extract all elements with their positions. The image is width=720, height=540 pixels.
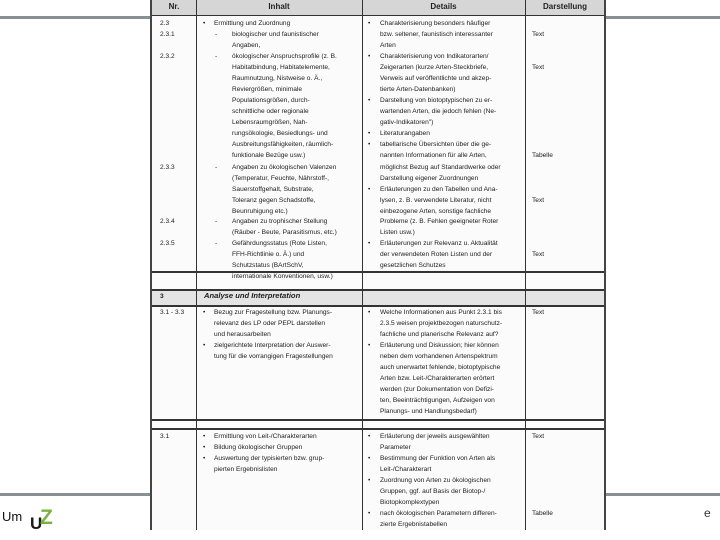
details-line: zierte Ergebnistabellen [380, 521, 448, 528]
inhalt-line: biologischer und faunistischer [232, 31, 319, 38]
bullet: • [368, 477, 371, 484]
details-line: Bestimmung der Funktion von Arten als [380, 455, 496, 462]
bullet: • [368, 130, 371, 137]
inhalt-line: Habitatbindung, Habitatelemente, [232, 64, 330, 71]
details-line: fachliche und planerische Relevanz auf? [380, 331, 499, 338]
bullet: • [368, 510, 371, 517]
slide-bottom-rule-left [0, 493, 150, 496]
details-line: nach ökologischen Parametern differen- [380, 510, 497, 517]
details-line: gativ-Indikatoren") [380, 119, 434, 126]
details-line: bzw. seltener, faunistisch interessanter [380, 31, 493, 38]
bullet: • [368, 309, 371, 316]
scanned-table-page [150, 0, 606, 530]
row-number: 2.3.1 [160, 31, 175, 38]
details-line: Gruppen, ggf. auf Basis der Biotop-/ [380, 488, 486, 495]
inhalt-line: Angaben, [232, 42, 261, 49]
inhalt-line: Beunruhigung etc.) [232, 208, 288, 215]
row-separator [152, 419, 604, 421]
bullet: • [203, 309, 206, 316]
inhalt-line: zielgerichtete Interpretation der Auswer- [214, 342, 331, 349]
slide-top-rule-right [606, 16, 720, 19]
details-line: Leit-/Charakterart [380, 466, 432, 473]
bullet: • [368, 433, 371, 440]
darstellung-cell: Text [532, 64, 545, 71]
details-line: nannten Informationen für alle Arten, [380, 152, 487, 159]
slide-bottom-rule-right [606, 493, 720, 496]
details-line: Erläuterungen zur Relevanz u. Aktualität [380, 240, 498, 247]
inhalt-line: internationale Konventionen, usw.) [232, 273, 333, 280]
logo-u: U [30, 514, 43, 533]
bullet: • [368, 141, 371, 148]
inhalt-line: Ermittlung von Leit-/Charakterarten [214, 433, 317, 440]
row-separator [152, 271, 604, 273]
darstellung-cell: Text [532, 31, 545, 38]
details-line: wartenden Arten, die jedoch fehlen (Ne- [380, 108, 497, 115]
col-divider-3 [525, 0, 526, 530]
details-line: Zeigerarten (kurze Arten-Steckbriefe, [380, 64, 489, 71]
details-line: Arten bzw. Leit-/Charakterarten erörtert [380, 375, 495, 382]
inhalt-line: und herausarbeiten [214, 331, 271, 338]
row-number: 2.3.5 [160, 240, 175, 247]
details-line: gesetzlichen Schutzes [380, 262, 446, 269]
row-separator [152, 428, 604, 430]
details-line: werden (zur Dokumentation von Defizi- [380, 386, 494, 393]
details-line: Parameter [380, 444, 411, 451]
details-line: Darstellung von biotoptypischen zu er- [380, 97, 493, 104]
bullet: • [203, 444, 206, 451]
inhalt-line: Bildung ökologischer Gruppen [214, 444, 303, 451]
details-line: tabellarische Übersichten über die ge- [380, 141, 492, 148]
dash: - [215, 53, 218, 60]
details-line: Darstellung eigener Zuordnungen [380, 175, 479, 182]
inhalt-line: Angaben zu ökologischen Valenzen [232, 164, 337, 171]
inhalt-line: pierten Ergebnislisten [214, 466, 278, 473]
details-line: 2.3.5 weisen projektbezogen naturschutz- [380, 320, 503, 327]
inhalt-line: rungsökologie, Besiedlungs- und [232, 130, 328, 137]
bullet: • [368, 240, 371, 247]
inhalt-line: FFH-Richtlinie o. Ä.) und [232, 251, 305, 258]
details-line: Erläuterungen zu den Tabellen und Ana- [380, 186, 498, 193]
inhalt-line: Gefährdungsstatus (Rote Listen, [232, 240, 327, 247]
inhalt-line: Lebensraumgrößen, Nah- [232, 119, 308, 126]
details-line: Charakterisierung von Indikatorarten/ [380, 53, 489, 60]
bullet: • [368, 186, 371, 193]
details-line: Probleme (z. B. Fehlen geeigneter Roter [380, 218, 499, 225]
inhalt-line: Sauerstoffgehalt, Substrate, [232, 186, 314, 193]
details-line: Planungs- und Handlungsbedarf) [380, 408, 477, 415]
bullet: • [368, 97, 371, 104]
details-line: Arten [380, 42, 396, 49]
darstellung-cell: Tabelle [532, 510, 553, 517]
inhalt-line: Schutzstatus (BArtSchV, [232, 262, 304, 269]
darstellung-cell: Text [532, 251, 545, 258]
col-header-darstellung: Darstellung [542, 2, 587, 11]
inhalt-line: Ausbreitungsfähigkeiten, räumlich- [232, 141, 334, 148]
inhalt-line: (Räuber - Beute, Parasitismus, etc.) [232, 229, 337, 236]
details-line: einbezogene Arten, sonstige fachliche [380, 208, 492, 215]
inhalt-line: Populationsgrößen, durch- [232, 97, 310, 104]
details-line: Zuordnung von Arten zu ökologischen [380, 477, 491, 484]
darstellung-cell: Tabelle [532, 152, 553, 159]
dash: - [215, 31, 218, 38]
dash: - [215, 218, 218, 225]
details-line: tierte Arten-Datenbanken) [380, 86, 456, 93]
col-divider-1 [196, 0, 197, 530]
details-line: Biotopkomplextypen [380, 499, 440, 506]
table-header [152, 0, 604, 16]
inhalt-line: Toleranz gegen Schadstoffe, [232, 197, 316, 204]
darstellung-cell: Text [532, 433, 545, 440]
inhalt-line: tung für die vorrangigen Fragestellungen [214, 353, 333, 360]
inhalt-line: Bezug zur Fragestellung bzw. Planungs- [214, 309, 333, 316]
row-number: 2.3.2 [160, 53, 175, 60]
details-line: ten, Beeinträchtigungen, Aufzeigen von [380, 397, 495, 404]
slide-top-rule-left [0, 16, 150, 19]
bullet: • [368, 455, 371, 462]
dash: - [215, 240, 218, 247]
details-line: Erläuterung und Diskussion; hier können [380, 342, 499, 349]
dash: - [215, 164, 218, 171]
bullet: • [203, 455, 206, 462]
details-line: lysen, z. B. verwendete Literatur, nicht [380, 197, 492, 204]
bullet: • [368, 53, 371, 60]
details-line: Verweis auf veröffentlichte und akzep- [380, 75, 492, 82]
details-line: Welche Informationen aus Punkt 2.3.1 bis [380, 309, 502, 316]
details-line: der verwendeten Roten Listen und der [380, 251, 493, 258]
inhalt-line: relevanz des LP oder PEPL darstellen [214, 320, 326, 327]
col-divider-2 [362, 0, 363, 530]
col-header-details: Details [430, 2, 457, 11]
footer-text: Um [2, 509, 23, 524]
details-line: Erläuterung der jeweils ausgewählten [380, 433, 490, 440]
section-title: Analyse und Interpretation [204, 291, 301, 300]
inhalt-line: Angaben zu trophischer Stellung [232, 218, 328, 225]
footer-right-text: e [704, 506, 711, 520]
inhalt-line: Ermittlung und Zuordnung [214, 20, 291, 27]
inhalt-line: Raumnutzung, Nistweise o. Ä., [232, 75, 323, 82]
row-number: 3.1 [160, 433, 170, 440]
bullet: • [203, 433, 206, 440]
inhalt-line: ökologischer Anspruchsprofile (z. B. [232, 53, 337, 60]
bullet: • [368, 20, 371, 27]
darstellung-cell: Text [532, 197, 545, 204]
bullet: • [368, 342, 371, 349]
logo-z: Z [40, 506, 53, 529]
details-line: möglichst Bezug auf Standardwerke oder [380, 164, 501, 171]
row-number: 3.1 - 3.3 [160, 309, 185, 316]
row-number: 2.3 [160, 20, 170, 27]
col-header-inhalt: Inhalt [268, 2, 290, 11]
inhalt-line: Auswertung der typisierten bzw. grup- [214, 455, 325, 462]
details-line: Listen usw.) [380, 229, 415, 236]
inhalt-line: Reviergrößen, minimale [232, 86, 302, 93]
darstellung-cell: Text [532, 309, 545, 316]
inhalt-line: schnittliche oder regionale [232, 108, 309, 115]
details-line: Charakterisierung besonders häufiger [380, 20, 491, 27]
col-header-nr: Nr. [168, 2, 180, 11]
details-line: neben dem vorhandenen Artenspektrum [380, 353, 498, 360]
row-number: 2.3.4 [160, 218, 175, 225]
bullet: • [203, 342, 206, 349]
inhalt-line: funktionale Bezüge usw.) [232, 152, 306, 159]
row-number: 2.3.3 [160, 164, 175, 171]
footer-logo-area [0, 506, 66, 536]
bullet: • [203, 20, 206, 27]
section-number: 3 [160, 293, 164, 300]
details-line: auch unerwartet fehlende, biotoptypische [380, 364, 501, 371]
row-separator [152, 305, 604, 307]
inhalt-line: (Temperatur, Feuchte, Nährstoff-, [232, 175, 329, 182]
details-line: Literaturangaben [380, 130, 430, 137]
